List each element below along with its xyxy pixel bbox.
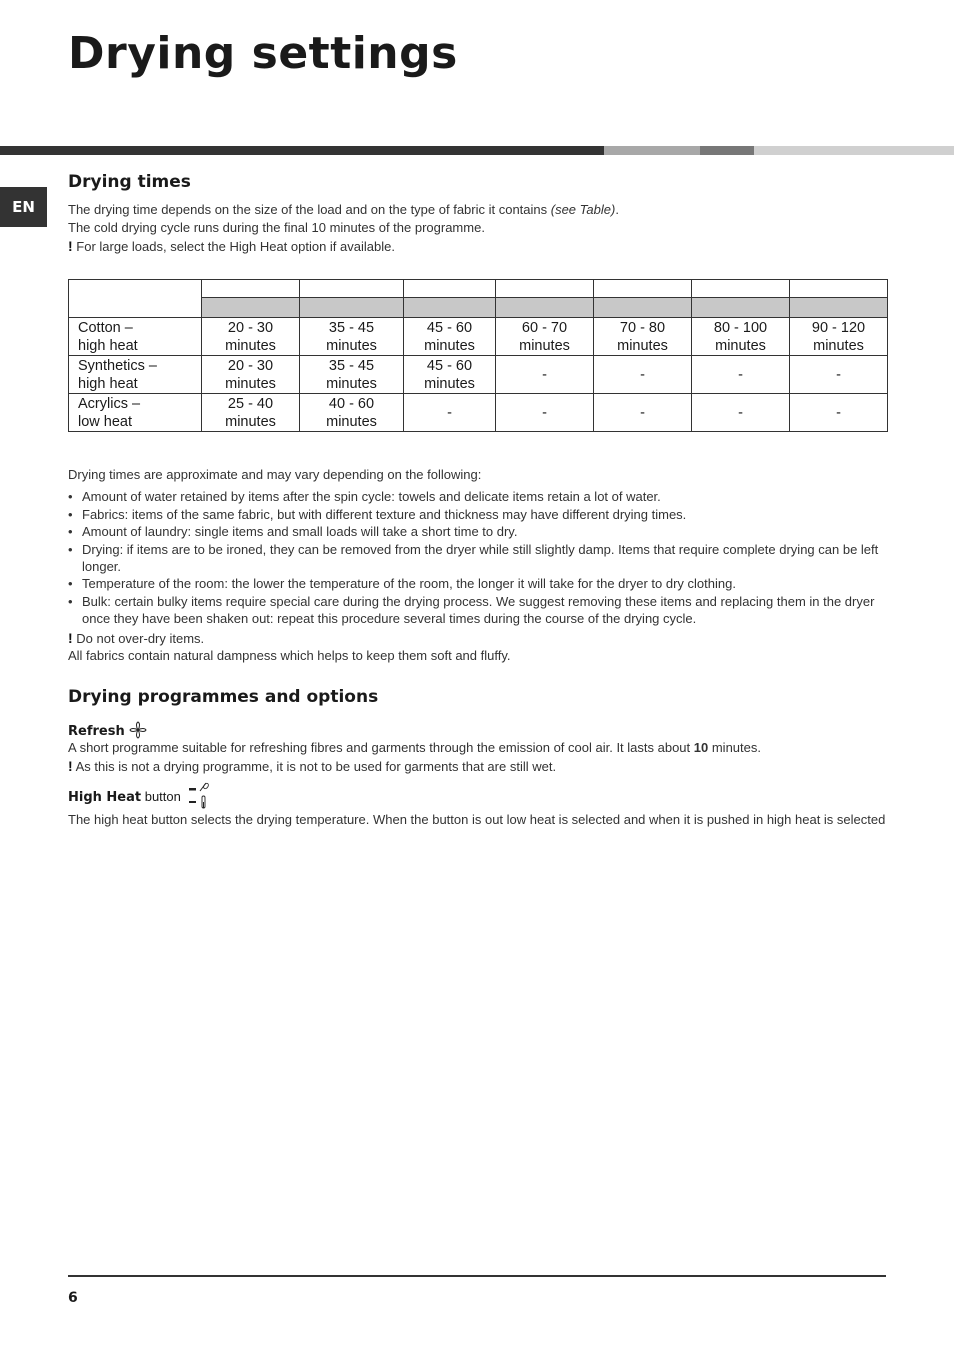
warning-mark: ! [68,238,73,254]
table-cell: 35 - 45 minutes [300,356,404,394]
table-header-cell [790,280,888,298]
table-cell: - [496,356,594,394]
table-cell: - [496,394,594,432]
list-item: • Temperature of the room: the lower the temperature of the room, the longer it will take for the dryer to dry clothing. [68,575,886,592]
row-label: Acrylics – low heat [69,394,202,432]
table-cell: 20 - 30 minutes [202,356,300,394]
drying-times-intro-3: ! For large loads, select the High Heat option if available. [68,238,395,254]
table-cell: - [790,394,888,432]
footer-rule [68,1275,886,1277]
table-cell: 80 - 100 minutes [692,318,790,356]
refresh-label: Refresh [68,721,148,742]
drying-times-heading: Drying times [68,172,191,192]
list-item: • Amount of water retained by items after the spin cycle: towels and delicate items retain a lot of water. [68,488,886,505]
table-shaded-cell [404,298,496,318]
table-row [69,356,888,394]
table-shaded-cell [300,298,404,318]
header-bar-darkgrey [700,146,754,155]
table-cell: - [692,356,790,394]
refresh-warning: ! As this is not a drying programme, it is not to be used for garments that are still wet. [68,758,557,774]
table-row [69,318,888,356]
warning-mark: ! [68,758,73,774]
factor-list [68,488,886,628]
header-bar-light [754,146,954,155]
programmes-heading: Drying programmes and options [68,687,379,707]
table-header-row-1 [69,280,888,298]
table-header-cell [594,280,692,298]
table-cell: 60 - 70 minutes [496,318,594,356]
warning-mark: ! [68,630,73,646]
row-label: Cotton – high heat [69,318,202,356]
table-cell: 20 - 30 minutes [202,318,300,356]
high-heat-label: High Heat button [68,781,215,814]
drying-times-table [68,279,888,432]
list-item: • Drying: if items are to be ironed, they can be removed from the dryer while still slightly damp. Items that require complete drying can be left longer. [68,541,886,575]
language-tab: EN [0,187,47,227]
table-shaded-cell [790,298,888,318]
table-cell: 90 - 120 minutes [790,318,888,356]
table-cell: 45 - 60 minutes [404,356,496,394]
table-row [69,394,888,432]
table-cell: 40 - 60 minutes [300,394,404,432]
table-corner-cell [69,280,202,318]
table-header-cell [300,280,404,298]
table-shaded-cell [692,298,790,318]
table-shaded-cell [496,298,594,318]
high-heat-button-icon [185,781,215,814]
header-bar-mid [604,146,700,155]
over-dry-warning: ! Do not over-dry items. [68,630,205,646]
page-title: Drying settings [68,28,458,79]
header-bar-dark [0,146,604,155]
table-cell: - [594,394,692,432]
list-item: • Bulk: certain bulky items require special care during the drying process. We suggest removing these items and replacing them in the dryer once they have been shaken out: repeat this procedure several times during the course of the drying cycle. [68,593,886,627]
table-cell: 70 - 80 minutes [594,318,692,356]
dampness-note: All fabrics contain natural dampness which helps to keep them soft and fluffy. [68,648,511,663]
refresh-description: A short programme suitable for refreshing fibres and garments through the emission of cool air. It lasts about 10 minutes. [68,740,761,755]
drying-times-intro-2: The cold drying cycle runs during the final 10 minutes of the programme. [68,220,485,235]
drying-times-intro-1: The drying time depends on the size of the load and on the type of fabric it contains (see Table). [68,202,619,217]
list-item: • Fabrics: items of the same fabric, but with different texture and thickness may have different drying times. [68,506,886,523]
table-header-cell [202,280,300,298]
approx-lead: Drying times are approximate and may vary depending on the following: [68,467,482,482]
table-cell: - [404,394,496,432]
high-heat-description: The high heat button selects the drying temperature. When the button is out low heat is selected and when it is pushed in high heat is selected [68,812,886,827]
table-shaded-cell [202,298,300,318]
table-cell: 25 - 40 minutes [202,394,300,432]
row-label: Synthetics – high heat [69,356,202,394]
page-number: 6 [68,1290,78,1306]
table-header-cell [404,280,496,298]
table-cell: - [790,356,888,394]
table-cell: - [692,394,790,432]
table-header-cell [692,280,790,298]
list-item: • Amount of laundry: single items and small loads will take a short time to dry. [68,523,886,540]
table-header-cell [496,280,594,298]
table-cell: 35 - 45 minutes [300,318,404,356]
table-shaded-cell [594,298,692,318]
table-cell: - [594,356,692,394]
table-cell: 45 - 60 minutes [404,318,496,356]
